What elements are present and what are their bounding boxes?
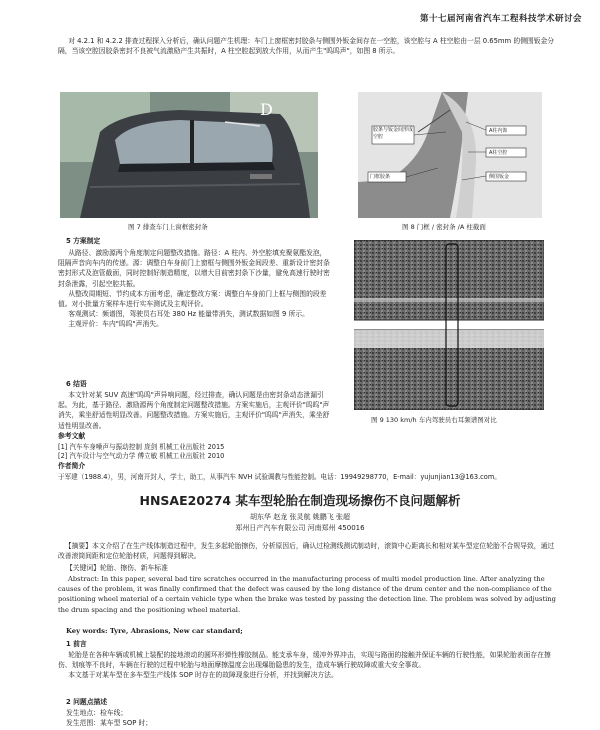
- fig7-letter-label: D: [260, 100, 273, 119]
- reference-1: [1] 汽车车身噪声与振动控制 庞剑 机械工业出版社 2015: [58, 443, 225, 451]
- paper2-sec2-heading: 2 问题点描述: [66, 698, 108, 706]
- fig8-callout-cavity: 胶条与钣金间形成空腔: [373, 127, 414, 140]
- section5-heading: 5 方案制定: [66, 237, 101, 245]
- paper2-sec1-body: [58, 650, 558, 681]
- journal-header: 第十七届河南省汽车工程科技学术研讨会: [419, 14, 582, 24]
- paper2-sec1-heading: 1 前言: [66, 640, 87, 648]
- paper2-affiliation: 郑州日产汽车有限公司 河南郑州 450016: [235, 524, 365, 532]
- fig8-caption: 图 8 门框 / 密封条 /A 柱截面: [402, 223, 486, 231]
- section5-body: [58, 248, 332, 330]
- paper2-keywords-cn: 【关键词】轮胎、擦伤、新车标准: [66, 564, 168, 572]
- fig8-callout-a-pillar-panel: A柱内饰: [489, 128, 508, 134]
- fig8-callout-a-pillar-cavity: A柱空腔: [489, 150, 508, 156]
- section6-heading: 6 结语: [66, 380, 87, 388]
- paper2-title: HNSAE20274 某车型轮胎在制造现场擦伤不良问题解析: [139, 493, 461, 508]
- section5-para-2: 从整改周期短、节约成本方面考虑，确定整改方案：调整白车身前门上框与侧围的段差值。对小批量方案样车进行实车测试及主观评价。: [58, 289, 327, 309]
- fig8-callout-door-seal: 门框胶条: [370, 174, 391, 180]
- section6-body: 本文针对某 SUV 高速"呜呜"声异响问题，经过排查，确认问题是由密封条动态泄漏引起。为此，基于路径、激励源两个角度制定问题整改措施。方案实施后，主观评价"呜呜"声消失，乘坐舒适性明显改善。问题整改措施。方案实施后，主观评价"呜呜"声消失，乘坐舒适性明显改善。: [58, 391, 330, 430]
- fig7-photo: [60, 92, 318, 218]
- paper2-abstract-cn: 【摘要】本文介绍了在生产线体制造过程中，发生多起轮胎擦伤，分析原因后，确认过检测线测试制动时，滚筒中心距离长和相对某车型定位轮胎不合规导致，通过改善滚筒间距和定位轮胎材质，问题得到解决。: [58, 542, 555, 561]
- section5-para-4: 主观评价：车内"呜呜"声消失。: [68, 320, 163, 329]
- paper2-abstract-en: Abstract: In this paper, several bad tire scratches occurred in the manufacturing process of multi model production line. After analyzing the causes of the problem, it was finally confirmed that the defect was caused by the long distance of the drum center and the non-compliance of the positioning wheel material of a certain vehicle type when the brake was tested by passing the detection line. The problem was solved by adjusting the drum spacing and the positioning wheel material.: [58, 575, 556, 614]
- paper2-sec2-item-2: 发生范围：某车型 SOP 时；: [66, 719, 153, 727]
- paper2-keywords-en: Key words: Tyre, Abrasions, New car standard;: [66, 627, 243, 635]
- author-intro-heading: 作者简介: [58, 462, 86, 470]
- references-heading: 参考文献: [58, 432, 86, 440]
- fig7-caption: 图 7 排查车门上窗框密封条: [128, 223, 208, 231]
- section5-para-3: 客观测试：频谱图，驾驶员右耳处 380 Hz 能量带消失，测试数据如图 9 所示。: [68, 310, 309, 319]
- fig8-photo: [358, 92, 542, 218]
- paper2-sec1-para-1: 轮胎是在各种车辆或机械上装配的接地滚动的圆环形弹性橡胶制品。能支承车身，缓冲外界冲击，实现与路面的接触并保证车辆的行驶性能，如果轮胎表面存在擦伤、划痕等不良时，车辆在行驶的过程中轮胎与地面摩擦温度会出现爆胎隐患的发生，造成车辆行驶故障或重大安全事故。: [58, 651, 551, 670]
- car-door-illustration: [60, 92, 318, 218]
- spectrogram-illustration: [354, 240, 544, 410]
- paper2-authors: 胡东华 赵龙 张灵航 姚鹏飞 张超: [250, 513, 350, 521]
- intro-paragraph: 对 4.2.1 和 4.2.2 排查过程探入分析后，确认问题产生机理：车门上窗框密封胶条与侧围外钣金间存在一空腔，该空腔与 A 柱空腔由一层 0.65mm 的侧围钣金分隔，当该空腔因胶条密封不良被气流激励产生共振时，A 柱空腔起到放大作用，从而产生"呜呜声"，如图 8 所示。: [58, 37, 555, 56]
- section5-para-1: 从路径、激励源两个角度制定问题整改措施。路径：A 柱内、外空腔填充聚氨酯发泡，阻隔声音向车内的传递。源：调整白车身前门上窗框与侧围外钣金间段差、重新设计密封条密封形式及泡管截面，同时控制好制造精度，以增大目前密封条下沙量，避免高速行驶时密封条泄露，引起空腔共振。: [58, 249, 330, 288]
- fig8-callout-side-panel: 侧围钣金: [489, 174, 510, 180]
- fig9-caption: 图 9 130 km/h 车内驾驶员右耳频谱图对比: [371, 416, 497, 424]
- reference-2: [2] 汽车设计与空气动力学 傅立敏 机械工业出版社 2010: [58, 452, 225, 460]
- fig9-spectrograms: [354, 240, 544, 410]
- a-pillar-section-illustration: [358, 92, 542, 218]
- paper2-sec2-item-1: 发生地点：检车线；: [66, 709, 128, 717]
- author-intro-text: 于军建（1988.4），男，河南开封人，学士，助工，从事汽车 NVH 试验调教与性能控制。电话：19949298770，E-mail：yujunjian13@163.com。: [58, 473, 501, 481]
- paper2-sec1-para-2: 本文基于对某车型在多车型生产线体 SOP 时存在的故障现象进行分析，并找到解决方法。: [68, 671, 338, 680]
